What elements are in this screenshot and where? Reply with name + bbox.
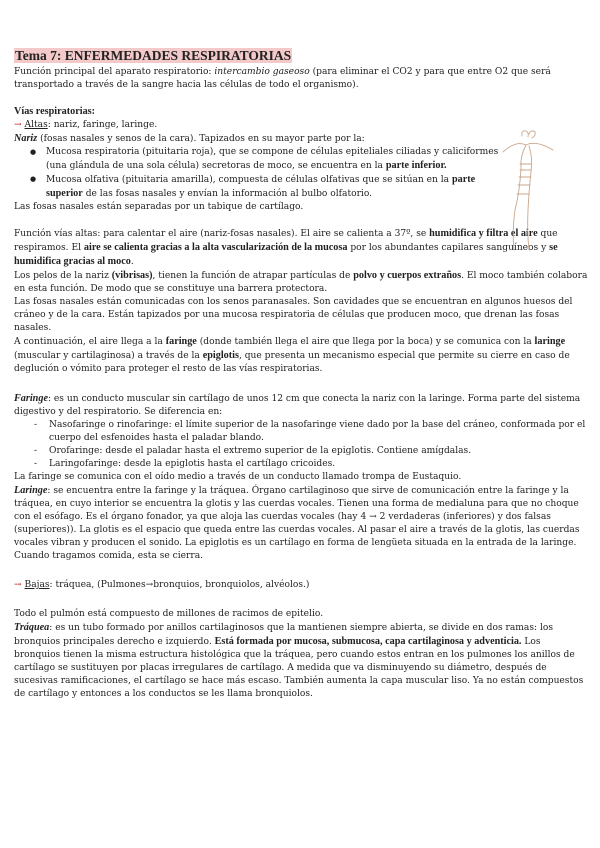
- fosas-separadas: Las fosas nasales están separadas por un tabique de cartílago.: [14, 202, 304, 212]
- bajas-line: → Bajas: tráquea, (Pulmones→bronquios, bronquiolos, alvéolos.): [14, 580, 310, 590]
- list-item: ● Mucosa olfativa (pituitaria amarilla), compuesta de células olfativas que se sitúan en la parte superior de las fosas nasales y envían la información al bulbo olfatorio.: [34, 173, 499, 201]
- list-item: - Orofaringe: desde el paladar hasta el extremo superior de la epiglotis. Contiene amígdalas.: [34, 445, 588, 458]
- list-item: ● Mucosa respiratoria (pituitaria roja), que se compone de células epiteliales ciliadas y caliciformes (una glándula de una sola célula) secretoras de moco, se encuentra en la parte inferior.: [34, 146, 499, 173]
- mucosa-list: [14, 146, 499, 201]
- pulmon-line: Todo el pulmón está compuesto de millones de racimos de epitelio.: [14, 609, 324, 619]
- page-title: Tema 7: ENFERMEDADES RESPIRATORIAS: [15, 48, 292, 63]
- continuacion-paragraph: A continuación, el aire llega a la faringe (donde también llega el aire que llega por la boca) y se comunica con la laringe (muscular y cartilaginosa) a través de la epiglotis, que presenta un mecanismo especial que permite su cierre en caso de deglución o vómito para proteger el resto de las vías respiratorias.: [14, 336, 570, 374]
- faringe-list: [14, 419, 588, 471]
- pelos-paragraph: Los pelos de la nariz (vibrisas), tienen la función de atrapar partículas de polvo y cuerpos extraños. El moco también colabora en esta función. De modo que se constituye una barrera protectora.: [14, 270, 588, 294]
- nariz-line: Nariz (fosas nasales y senos de la cara). Tapizados en su mayor parte por la:: [14, 133, 365, 144]
- intro-paragraph: Función principal del aparato respiratorio: intercambio gaseoso (para eliminar el CO2 y para que entre O2 que será transportado a través de la sangre hacia las células de todo el organismo).: [14, 67, 551, 90]
- traquea-paragraph: Tráquea: es un tubo formado por anillos cartilaginosos que la mantienen siempre abierta, se divide en dos ramas: los bronquios principales derecho e izquierdo. Está formada por mucosa, submucosa, capa cartilaginosa y adventicia. Los bronquios tienen la misma estructura histológica que la tráquea, pero cuando estos entran en los pulmones los anillos de cartílago se sustituyen por placas irregulares de cartílago. A medida que va disminuyendo su diámetro, después de sucesivas ramificaciones, el cartílago se hace más escaso. También aumenta la capa muscular liso. Ya no están compuestos de cartílago y entonces a los conductos se les llama bronquiolos.: [14, 622, 584, 699]
- list-item: - Laringofaringe: desde la epiglotis hasta el cartílago cricoides.: [34, 458, 588, 471]
- arrow-icon: →: [14, 580, 25, 590]
- list-item: - Nasofaringe o rinofaringe: el límite superior de la nasofaringe viene dado por la base del cráneo, conformada por el cuerpo del esfenoides hasta el paladar blando.: [34, 419, 588, 445]
- laringe-paragraph: Laringe: se encuentra entre la faringe y la tráquea. Órgano cartilaginoso que sirve de comunicación entre la faringe y la tráquea, en cuyo interior se encuentra la glotis y las cuerdas vocales. Tienen una forma de medialuna para que no choque con el esófago. Es el órgano fonador, ya que aloja las cuerdas vocales (hay 4 → 2 verdaderas (inferiores) y dos falsas (superiores)). La glotis es el espacio que queda entre las cuerdas vocales. Al pasar el aire a través de la glotis, las cuerdas vocales vibran y producen el sonido. La epiglotis es un cartílago en forma de lengüeta situada en la entrada de la laringe. Cuando tragamos comida, esta se cierra.: [14, 485, 580, 561]
- funcion-paragraph: Función vías altas: para calentar el aire (nariz-fosas nasales). El aire se calienta a 37º, se humidifica y filtra el aire que respiramos. El aire se calienta gracias a la alta vascularización de la mucosa por los abundantes capilares sanguíneos y se humidifica gracias al moco.: [14, 228, 558, 267]
- faringe-paragraph: Faringe: es un conducto muscular sin cartílago de unos 12 cm que conecta la nariz con la laringe. Forma parte del sistema digestivo y del respiratorio. Se diferencia en:: [14, 393, 581, 417]
- vias-heading: Vías respiratorias:: [14, 106, 96, 117]
- altas-line: → Altas: nariz, faringe, laringe.: [14, 120, 158, 130]
- respiratory-tract-sketch-icon: [498, 128, 558, 254]
- senos-paragraph: Las fosas nasales están comunicadas con los senos paranasales. Son cavidades que se encuentran en algunos huesos del cráneo y de la cara. Están tapizados por una mucosa respiratoria de células que producen moco, que drenan las fosas nasales.: [14, 297, 573, 333]
- arrow-icon: →: [14, 120, 25, 130]
- eustaquio-line: La faringe se comunica con el oído medio a través de un conducto llamado trompa de Eustaquio.: [14, 472, 462, 482]
